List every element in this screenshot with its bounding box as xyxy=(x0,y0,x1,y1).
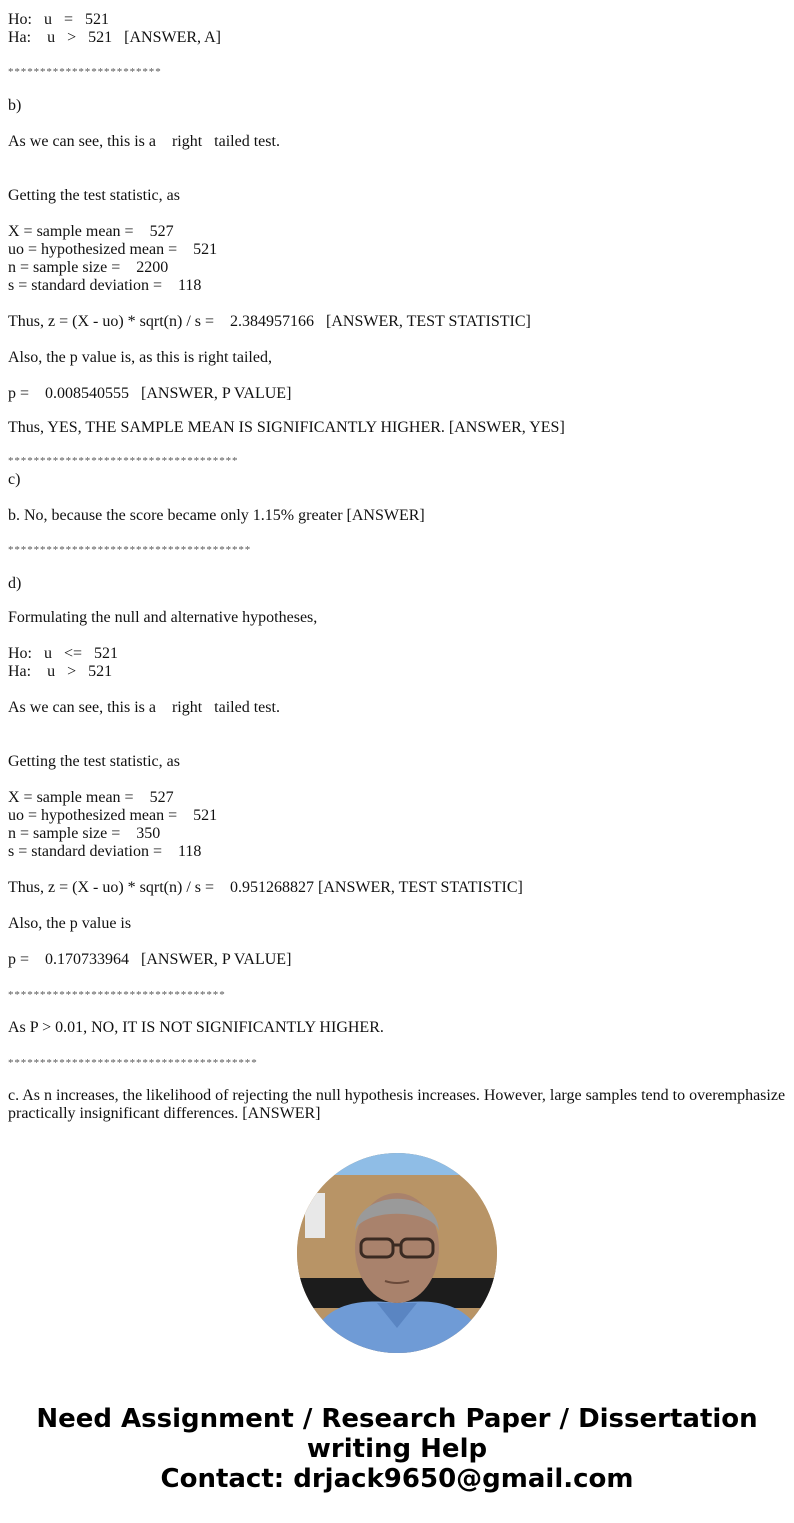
part-e-answer: c. As n increases, the likelihood of rejecting the null hypothesis increases. However, large samples tend to overemphasize practically insignificant differences. [ANSWER] xyxy=(8,1087,786,1122)
part-d-label: d) xyxy=(8,575,22,592)
footer-contact-email: Contact: drjack9650@gmail.com xyxy=(160,1464,634,1494)
footer-line-2: writing Help xyxy=(306,1434,488,1464)
part-d-alt-hypothesis: Ha: u > 521 xyxy=(8,663,113,680)
separator-4: ********************************** xyxy=(8,989,226,1001)
part-b-p-value: p = 0.008540555 [ANSWER, P VALUE] xyxy=(8,385,292,402)
part-d-sample-mean: X = sample mean = 527 xyxy=(8,789,174,806)
part-d-hypothesized-mean: uo = hypothesized mean = 521 xyxy=(8,807,218,824)
part-c-label: c) xyxy=(8,471,21,488)
part-b-tail-statement: As we can see, this is a right tailed test. xyxy=(8,133,280,150)
part-d-null-hypothesis: Ho: u <= 521 xyxy=(8,645,119,662)
separator-1: ************************ xyxy=(8,66,162,78)
part-b-hypothesized-mean: uo = hypothesized mean = 521 xyxy=(8,241,218,258)
part-b-test-statistic: Thus, z = (X - uo) * sqrt(n) / s = 2.384957166 [ANSWER, TEST STATISTIC] xyxy=(8,313,531,330)
part-a-null-hypothesis: Ho: u = 521 xyxy=(8,11,110,28)
part-b-std-dev: s = standard deviation = 118 xyxy=(8,277,202,294)
separator-5: *************************************** xyxy=(8,1057,258,1069)
part-b-sample-size: n = sample size = 2200 xyxy=(8,259,169,276)
part-b-conclusion: Thus, YES, THE SAMPLE MEAN IS SIGNIFICANTLY HIGHER. [ANSWER, YES] xyxy=(8,419,565,436)
part-d-p-value: p = 0.170733964 [ANSWER, P VALUE] xyxy=(8,951,292,968)
part-b-label: b) xyxy=(8,97,22,114)
part-d-test-statistic: Thus, z = (X - uo) * sqrt(n) / s = 0.951268827 [ANSWER, TEST STATISTIC] xyxy=(8,879,523,896)
part-d-conclusion: As P > 0.01, NO, IT IS NOT SIGNIFICANTLY HIGHER. xyxy=(8,1019,384,1036)
footer-line-1: Need Assignment / Research Paper / Dissertation xyxy=(36,1404,758,1434)
contact-footer xyxy=(0,1404,794,1494)
part-b-p-intro: Also, the p value is, as this is right tailed, xyxy=(8,349,272,366)
part-a-alt-hypothesis: Ha: u > 521 [ANSWER, A] xyxy=(8,29,222,46)
part-b-stat-intro: Getting the test statistic, as xyxy=(8,187,180,204)
part-d-std-dev: s = standard deviation = 118 xyxy=(8,843,202,860)
part-d-sample-size: n = sample size = 350 xyxy=(8,825,161,842)
part-d-intro: Formulating the null and alternative hypotheses, xyxy=(8,609,318,626)
author-photo-icon xyxy=(297,1153,497,1353)
author-avatar xyxy=(297,1153,497,1353)
separator-2: ************************************ xyxy=(8,455,239,467)
separator-3: ************************************** xyxy=(8,544,252,556)
part-c-answer: b. No, because the score became only 1.15% greater [ANSWER] xyxy=(8,507,425,524)
part-b-sample-mean: X = sample mean = 527 xyxy=(8,223,174,240)
part-d-stat-intro: Getting the test statistic, as xyxy=(8,753,180,770)
part-d-tail-statement: As we can see, this is a right tailed test. xyxy=(8,699,280,716)
part-d-p-intro: Also, the p value is xyxy=(8,915,132,932)
